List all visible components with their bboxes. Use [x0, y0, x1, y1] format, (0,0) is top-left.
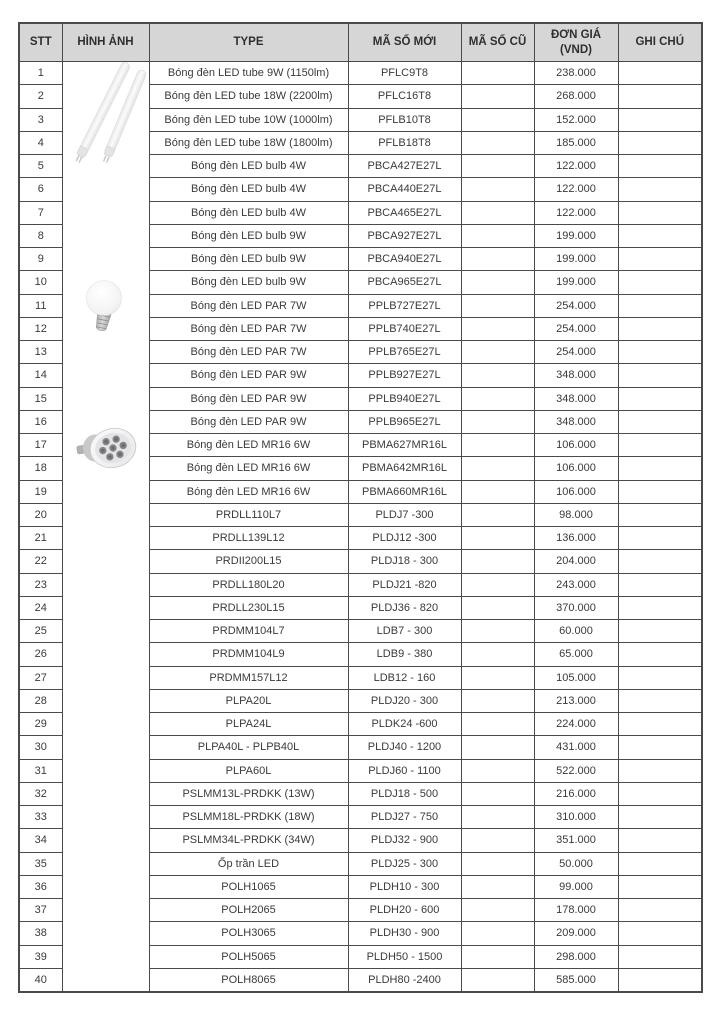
ma-so-moi-cell: PLDJ60 - 1100	[348, 759, 461, 782]
don-gia-cell: 98.000	[534, 503, 618, 526]
type-cell: PRDLL139L12	[149, 527, 348, 550]
don-gia-cell: 122.000	[534, 201, 618, 224]
ma-so-cu-cell	[461, 480, 534, 503]
stt-cell: 8	[19, 224, 62, 247]
ma-so-cu-cell	[461, 759, 534, 782]
stt-cell: 34	[19, 829, 62, 852]
ma-so-cu-cell	[461, 689, 534, 712]
ma-so-cu-cell	[461, 364, 534, 387]
type-cell: POLH1065	[149, 875, 348, 898]
don-gia-cell: 254.000	[534, 317, 618, 340]
ma-so-cu-cell	[461, 178, 534, 201]
ma-so-cu-cell	[461, 666, 534, 689]
stt-cell: 15	[19, 387, 62, 410]
stt-cell: 4	[19, 131, 62, 154]
ma-so-cu-cell	[461, 945, 534, 968]
header-stt: STT	[19, 23, 62, 62]
type-cell: PLPA60L	[149, 759, 348, 782]
stt-cell: 14	[19, 364, 62, 387]
ma-so-cu-cell	[461, 852, 534, 875]
ghi-chu-cell	[618, 155, 702, 178]
ma-so-moi-cell: LDB9 - 380	[348, 643, 461, 666]
stt-cell: 7	[19, 201, 62, 224]
don-gia-cell: 351.000	[534, 829, 618, 852]
type-cell: Bóng đèn LED tube 9W (1150lm)	[149, 62, 348, 85]
type-cell: PSLMM18L-PRDKK (18W)	[149, 806, 348, 829]
ghi-chu-cell	[618, 713, 702, 736]
header-ma-so-cu: MÃ SỐ CŨ	[461, 23, 534, 62]
don-gia-cell: 348.000	[534, 387, 618, 410]
type-cell: PRDMM104L7	[149, 620, 348, 643]
type-cell: PLPA40L - PLPB40L	[149, 736, 348, 759]
ghi-chu-cell	[618, 689, 702, 712]
ma-so-moi-cell: PLDJ21 -820	[348, 573, 461, 596]
type-cell: POLH2065	[149, 899, 348, 922]
don-gia-cell: 213.000	[534, 689, 618, 712]
table-row	[19, 62, 702, 85]
ma-so-moi-cell: LDB7 - 300	[348, 620, 461, 643]
type-cell: Bóng đèn LED tube 18W (1800lm)	[149, 131, 348, 154]
ma-so-moi-cell: PFLB10T8	[348, 108, 461, 131]
stt-cell: 17	[19, 434, 62, 457]
stt-cell: 18	[19, 457, 62, 480]
stt-cell: 3	[19, 108, 62, 131]
ghi-chu-cell	[618, 852, 702, 875]
type-cell: Bóng đèn LED bulb 4W	[149, 178, 348, 201]
ma-so-moi-cell: PLDJ18 - 300	[348, 550, 461, 573]
stt-cell: 27	[19, 666, 62, 689]
don-gia-cell: 105.000	[534, 666, 618, 689]
ma-so-moi-cell: PPLB940E27L	[348, 387, 461, 410]
type-cell: Bóng đèn LED tube 18W (2200lm)	[149, 85, 348, 108]
don-gia-cell: 254.000	[534, 294, 618, 317]
type-cell: POLH8065	[149, 968, 348, 991]
don-gia-cell: 106.000	[534, 480, 618, 503]
stt-cell: 9	[19, 248, 62, 271]
ma-so-moi-cell: PBCA440E27L	[348, 178, 461, 201]
stt-cell: 31	[19, 759, 62, 782]
type-cell: PRDII200L15	[149, 550, 348, 573]
type-cell: PSLMM34L-PRDKK (34W)	[149, 829, 348, 852]
ghi-chu-cell	[618, 131, 702, 154]
don-gia-cell: 224.000	[534, 713, 618, 736]
don-gia-cell: 348.000	[534, 364, 618, 387]
ma-so-moi-cell: PFLB18T8	[348, 131, 461, 154]
ghi-chu-cell	[618, 341, 702, 364]
don-gia-cell: 136.000	[534, 527, 618, 550]
ghi-chu-cell	[618, 736, 702, 759]
type-cell: Bóng đèn LED PAR 9W	[149, 410, 348, 433]
don-gia-cell: 522.000	[534, 759, 618, 782]
ma-so-moi-cell: PBCA965E27L	[348, 271, 461, 294]
stt-cell: 25	[19, 620, 62, 643]
ma-so-moi-cell: PBMA627MR16L	[348, 434, 461, 457]
stt-cell: 12	[19, 317, 62, 340]
table-body	[19, 62, 702, 992]
ma-so-cu-cell	[461, 968, 534, 991]
ghi-chu-cell	[618, 201, 702, 224]
don-gia-cell: 298.000	[534, 945, 618, 968]
ma-so-cu-cell	[461, 527, 534, 550]
ma-so-moi-cell: PLDJ32 - 900	[348, 829, 461, 852]
ghi-chu-cell	[618, 85, 702, 108]
stt-cell: 24	[19, 596, 62, 619]
don-gia-cell: 431.000	[534, 736, 618, 759]
type-cell: PRDMM104L9	[149, 643, 348, 666]
ma-so-moi-cell: PPLB765E27L	[348, 341, 461, 364]
ghi-chu-cell	[618, 248, 702, 271]
type-cell: Bóng đèn LED bulb 4W	[149, 201, 348, 224]
ma-so-cu-cell	[461, 62, 534, 85]
ma-so-cu-cell	[461, 643, 534, 666]
stt-cell: 39	[19, 945, 62, 968]
stt-cell: 33	[19, 806, 62, 829]
ma-so-moi-cell: PBCA465E27L	[348, 201, 461, 224]
ma-so-moi-cell: PLDJ7 -300	[348, 503, 461, 526]
don-gia-cell: 268.000	[534, 85, 618, 108]
ghi-chu-cell	[618, 596, 702, 619]
ghi-chu-cell	[618, 945, 702, 968]
image-column-cell	[62, 62, 149, 992]
don-gia-cell: 60.000	[534, 620, 618, 643]
don-gia-cell: 209.000	[534, 922, 618, 945]
ghi-chu-cell	[618, 108, 702, 131]
ma-so-moi-cell: PLDJ36 - 820	[348, 596, 461, 619]
don-gia-cell: 65.000	[534, 643, 618, 666]
type-cell: Bóng đèn LED bulb 9W	[149, 248, 348, 271]
ghi-chu-cell	[618, 294, 702, 317]
type-cell: Bóng đèn LED PAR 7W	[149, 341, 348, 364]
don-gia-cell: 122.000	[534, 155, 618, 178]
led-tube-image	[63, 62, 150, 180]
ma-so-moi-cell: PLDJ27 - 750	[348, 806, 461, 829]
type-cell: Bóng đèn LED MR16 6W	[149, 457, 348, 480]
ma-so-moi-cell: LDB12 - 160	[348, 666, 461, 689]
type-cell: Bóng đèn LED bulb 9W	[149, 224, 348, 247]
stt-cell: 13	[19, 341, 62, 364]
ghi-chu-cell	[618, 968, 702, 991]
stt-cell: 35	[19, 852, 62, 875]
ghi-chu-cell	[618, 759, 702, 782]
ghi-chu-cell	[618, 643, 702, 666]
stt-cell: 28	[19, 689, 62, 712]
ma-so-moi-cell: PBCA427E27L	[348, 155, 461, 178]
type-cell: PSLMM13L-PRDKK (13W)	[149, 782, 348, 805]
ghi-chu-cell	[618, 573, 702, 596]
ma-so-cu-cell	[461, 294, 534, 317]
stt-cell: 36	[19, 875, 62, 898]
don-gia-cell: 106.000	[534, 434, 618, 457]
ma-so-cu-cell	[461, 155, 534, 178]
don-gia-cell: 216.000	[534, 782, 618, 805]
ghi-chu-cell	[618, 62, 702, 85]
ma-so-cu-cell	[461, 806, 534, 829]
type-cell: Bóng đèn LED bulb 4W	[149, 155, 348, 178]
don-gia-cell: 199.000	[534, 224, 618, 247]
stt-cell: 38	[19, 922, 62, 945]
table-header	[19, 23, 702, 62]
ghi-chu-cell	[618, 806, 702, 829]
ghi-chu-cell	[618, 550, 702, 573]
ghi-chu-cell	[618, 317, 702, 340]
ma-so-moi-cell: PLDJ20 - 300	[348, 689, 461, 712]
ghi-chu-cell	[618, 899, 702, 922]
type-cell: PRDLL230L15	[149, 596, 348, 619]
ghi-chu-cell	[618, 620, 702, 643]
ma-so-moi-cell: PPLB727E27L	[348, 294, 461, 317]
ma-so-cu-cell	[461, 503, 534, 526]
ma-so-cu-cell	[461, 457, 534, 480]
ma-so-cu-cell	[461, 271, 534, 294]
type-cell: Bóng đèn LED bulb 9W	[149, 271, 348, 294]
type-cell: PRDLL180L20	[149, 573, 348, 596]
don-gia-cell: 254.000	[534, 341, 618, 364]
ma-so-moi-cell: PPLB740E27L	[348, 317, 461, 340]
led-mr16-image	[76, 422, 140, 474]
type-cell: Bóng đèn LED MR16 6W	[149, 480, 348, 503]
don-gia-cell: 122.000	[534, 178, 618, 201]
stt-cell: 40	[19, 968, 62, 991]
ghi-chu-cell	[618, 457, 702, 480]
ghi-chu-cell	[618, 178, 702, 201]
led-bulb-image	[83, 279, 129, 335]
ma-so-cu-cell	[461, 85, 534, 108]
ma-so-cu-cell	[461, 922, 534, 945]
ma-so-moi-cell: PLDJ25 - 300	[348, 852, 461, 875]
type-cell: PLPA20L	[149, 689, 348, 712]
type-cell: PRDLL110L7	[149, 503, 348, 526]
ma-so-cu-cell	[461, 875, 534, 898]
header-row	[19, 23, 702, 62]
ghi-chu-cell	[618, 364, 702, 387]
stt-cell: 11	[19, 294, 62, 317]
ghi-chu-cell	[618, 434, 702, 457]
ma-so-moi-cell: PBMA642MR16L	[348, 457, 461, 480]
ma-so-moi-cell: PLDH20 - 600	[348, 899, 461, 922]
ghi-chu-cell	[618, 224, 702, 247]
ma-so-moi-cell: PLDH50 - 1500	[348, 945, 461, 968]
type-cell: POLH3065	[149, 922, 348, 945]
don-gia-cell: 106.000	[534, 457, 618, 480]
ghi-chu-cell	[618, 782, 702, 805]
ma-so-cu-cell	[461, 713, 534, 736]
ma-so-moi-cell: PLDJ18 - 500	[348, 782, 461, 805]
type-cell: POLH5065	[149, 945, 348, 968]
ma-so-moi-cell: PLDK24 -600	[348, 713, 461, 736]
ghi-chu-cell	[618, 922, 702, 945]
ma-so-cu-cell	[461, 387, 534, 410]
stt-cell: 22	[19, 550, 62, 573]
stt-cell: 20	[19, 503, 62, 526]
ghi-chu-cell	[618, 527, 702, 550]
ma-so-cu-cell	[461, 596, 534, 619]
ghi-chu-cell	[618, 271, 702, 294]
don-gia-cell: 199.000	[534, 248, 618, 271]
ma-so-moi-cell: PBMA660MR16L	[348, 480, 461, 503]
ma-so-moi-cell: PLDH10 - 300	[348, 875, 461, 898]
ma-so-cu-cell	[461, 829, 534, 852]
stt-cell: 37	[19, 899, 62, 922]
ma-so-cu-cell	[461, 108, 534, 131]
ghi-chu-cell	[618, 410, 702, 433]
stt-cell: 1	[19, 62, 62, 85]
type-cell: Bóng đèn LED PAR 7W	[149, 317, 348, 340]
ma-so-cu-cell	[461, 620, 534, 643]
ma-so-cu-cell	[461, 736, 534, 759]
ma-so-moi-cell: PBCA927E27L	[348, 224, 461, 247]
header-type: TYPE	[149, 23, 348, 62]
type-cell: Bóng đèn LED PAR 9W	[149, 387, 348, 410]
don-gia-cell: 178.000	[534, 899, 618, 922]
ma-so-cu-cell	[461, 434, 534, 457]
don-gia-cell: 99.000	[534, 875, 618, 898]
ma-so-moi-cell: PLDH30 - 900	[348, 922, 461, 945]
stt-cell: 10	[19, 271, 62, 294]
ma-so-cu-cell	[461, 317, 534, 340]
ma-so-moi-cell: PLDH80 -2400	[348, 968, 461, 991]
ma-so-cu-cell	[461, 899, 534, 922]
don-gia-cell: 199.000	[534, 271, 618, 294]
ghi-chu-cell	[618, 503, 702, 526]
stt-cell: 19	[19, 480, 62, 503]
ma-so-cu-cell	[461, 550, 534, 573]
type-cell: PRDMM157L12	[149, 666, 348, 689]
stt-cell: 26	[19, 643, 62, 666]
ma-so-moi-cell: PFLC9T8	[348, 62, 461, 85]
ma-so-cu-cell	[461, 224, 534, 247]
header-hinh-anh: HÌNH ẢNH	[62, 23, 149, 62]
stt-cell: 23	[19, 573, 62, 596]
stt-cell: 5	[19, 155, 62, 178]
ghi-chu-cell	[618, 387, 702, 410]
ma-so-cu-cell	[461, 341, 534, 364]
type-cell: PLPA24L	[149, 713, 348, 736]
stt-cell: 30	[19, 736, 62, 759]
header-ghi-chu: GHI CHÚ	[618, 23, 702, 62]
ma-so-moi-cell: PLDJ12 -300	[348, 527, 461, 550]
don-gia-cell: 238.000	[534, 62, 618, 85]
don-gia-cell: 310.000	[534, 806, 618, 829]
stt-cell: 21	[19, 527, 62, 550]
ma-so-cu-cell	[461, 782, 534, 805]
price-table	[18, 22, 703, 993]
type-cell: Bóng đèn LED PAR 9W	[149, 364, 348, 387]
stt-cell: 16	[19, 410, 62, 433]
ma-so-moi-cell: PFLC16T8	[348, 85, 461, 108]
type-cell: Ốp trần LED	[149, 852, 348, 875]
type-cell: Bóng đèn LED tube 10W (1000lm)	[149, 108, 348, 131]
don-gia-cell: 348.000	[534, 410, 618, 433]
type-cell: Bóng đèn LED PAR 7W	[149, 294, 348, 317]
ma-so-cu-cell	[461, 410, 534, 433]
don-gia-cell: 370.000	[534, 596, 618, 619]
ghi-chu-cell	[618, 666, 702, 689]
stt-cell: 6	[19, 178, 62, 201]
don-gia-cell: 185.000	[534, 131, 618, 154]
stt-cell: 29	[19, 713, 62, 736]
ghi-chu-cell	[618, 480, 702, 503]
ma-so-cu-cell	[461, 573, 534, 596]
ma-so-moi-cell: PPLB965E27L	[348, 410, 461, 433]
ma-so-moi-cell: PLDJ40 - 1200	[348, 736, 461, 759]
header-don-gia: ĐƠN GIÁ (VND)	[534, 23, 618, 62]
ma-so-moi-cell: PBCA940E27L	[348, 248, 461, 271]
don-gia-cell: 50.000	[534, 852, 618, 875]
ma-so-cu-cell	[461, 248, 534, 271]
don-gia-cell: 243.000	[534, 573, 618, 596]
stt-cell: 2	[19, 85, 62, 108]
ma-so-moi-cell: PPLB927E27L	[348, 364, 461, 387]
don-gia-cell: 152.000	[534, 108, 618, 131]
ma-so-cu-cell	[461, 131, 534, 154]
stt-cell: 32	[19, 782, 62, 805]
ma-so-cu-cell	[461, 201, 534, 224]
ghi-chu-cell	[618, 875, 702, 898]
don-gia-cell: 585.000	[534, 968, 618, 991]
ghi-chu-cell	[618, 829, 702, 852]
type-cell: Bóng đèn LED MR16 6W	[149, 434, 348, 457]
header-ma-so-moi: MÃ SỐ MỚI	[348, 23, 461, 62]
don-gia-cell: 204.000	[534, 550, 618, 573]
